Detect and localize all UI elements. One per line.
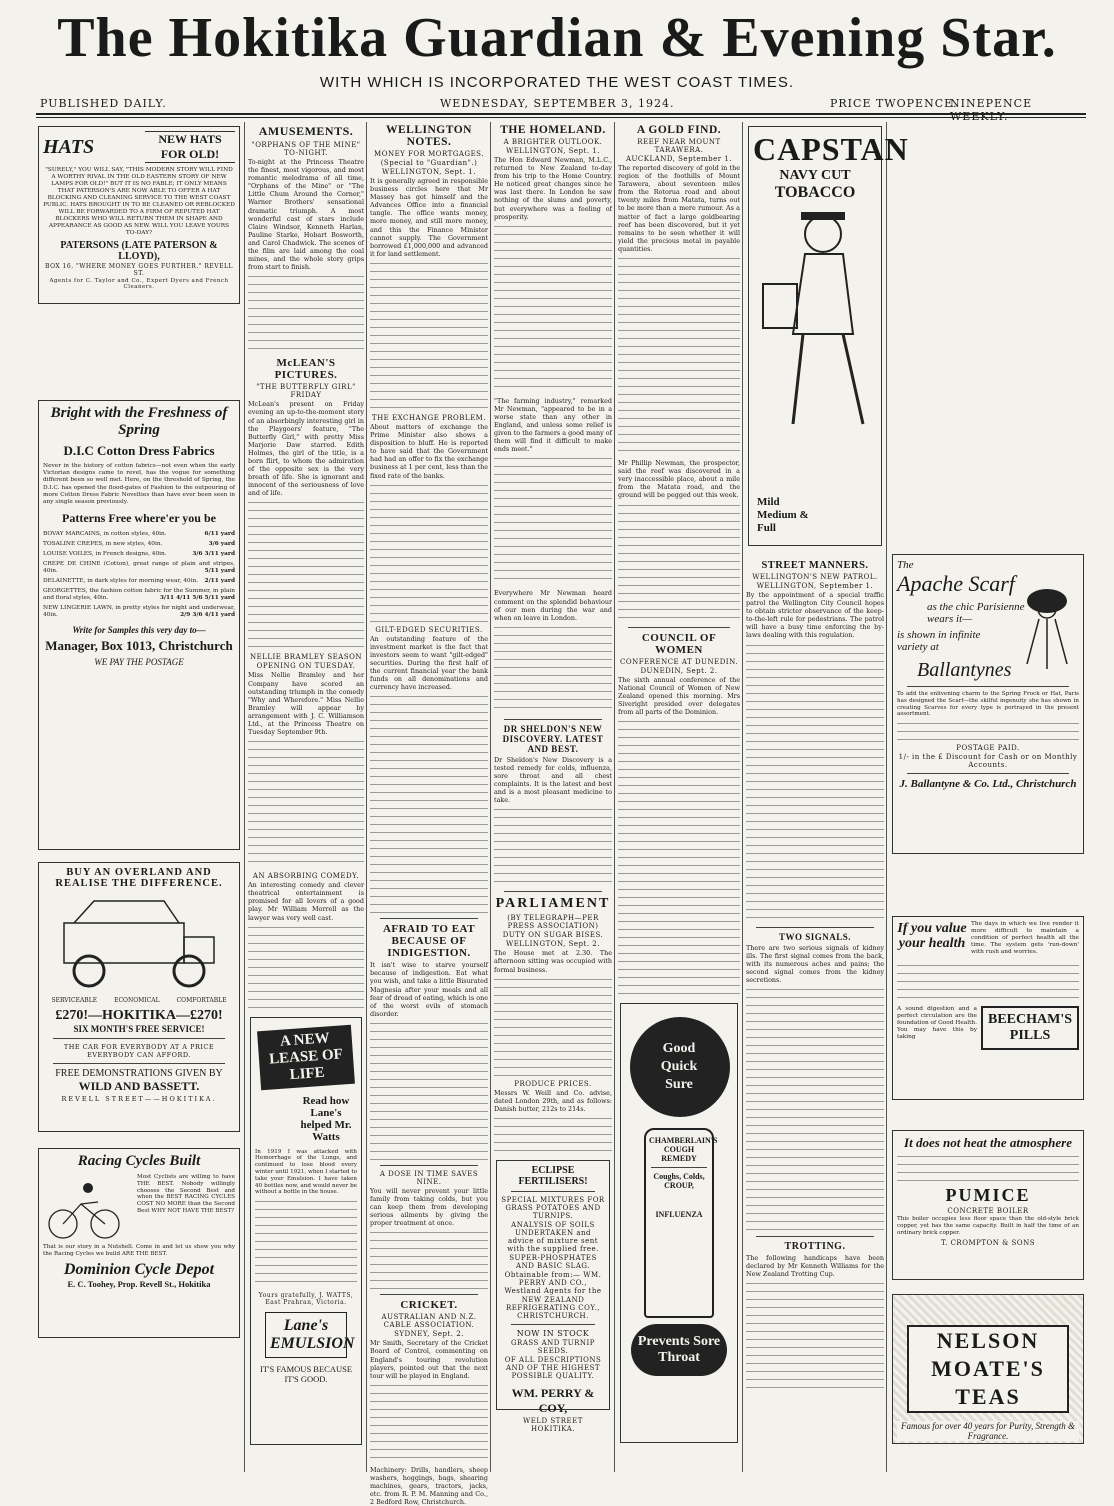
orphans-heading: "ORPHANS OF THE MINE" TO-NIGHT. [251,141,361,157]
lanes-famous: IT'S FAMOUS BECAUSE IT'S GOOD. [259,1364,353,1385]
coughs-label: Coughs, Colds, CROUP, [653,1171,705,1190]
lanes-emulsion-ad [250,1017,362,1445]
homeland-text-3: Everywhere Mr Newman heard comment on the splendid behaviour of our men during the war and when on leave in London. [494,589,612,622]
street-subheading: WELLINGTON'S NEW PATROL. [752,573,878,581]
overland-tags [43,997,235,1004]
toohey-address: E. C. Toohey, Prop. Revell St., Hokitika [67,1278,211,1289]
new-lease-heading: A NEW LEASE OF LIFE [257,1024,355,1089]
homeland-text-2: "The farming industry," remarked Mr Newman, "appeared to be in a worse state than any other in England, and unless some relief is given to the farmers a good many of them will find it difficult to make ends meet." [494,396,612,454]
fabric-item: LOUISE VOILES, in French designs, 40in. 3/6 3/11 yard [43,551,235,558]
beechams-pills: BEECHAM'S PILLS [981,1006,1079,1050]
gold-find-heading: A GOLD FIND. [636,124,722,136]
price: PRICE TWOPENCE. [830,97,958,110]
wellington-text-3: An outstanding feature of the investment market is the fact that investors seem to want "gilt-edged" securities. During the first half of the current financial year the bank funds on all denominations and currency have increased. [370,634,488,692]
patersons-agents: Agents for C. Taylor and Co., Expert Dyers and French Cleaners. [49,278,229,290]
perry-agents-text: Obtainable from:— WM. PERRY AND CO., Westland Agents for the [504,1270,602,1295]
wild-address: REVELL STREET——HOKITIKA. [61,1095,217,1103]
overland-demo: FREE DEMONSTRATIONS GIVEN BY [55,1068,223,1079]
council-place: DUNEDIN, Sept. 2. [640,666,718,675]
dominion-cycle-ad [38,1148,240,1338]
text-filler [248,925,364,1011]
apache-as: as the chic Parisienne wears it— [927,601,1025,625]
cricket-place: SYDNEY, Sept. 2. [394,1330,464,1339]
signals-text: There are two serious signals of kidney ills. The first signal comes from the back, with its numerous aches and pains; the second signal comes from the kidney secretions. [746,943,884,984]
text-filler [897,963,1079,1003]
street-manners-heading: STREET MANNERS. [761,560,869,571]
beecham-text-2: A sound digestion and a perfect circulation are the foundation of Good Health. You may have this by taking [897,1006,977,1040]
fabric-item: GEORGETTES, the fashion cotton fabric for the Summer, in plain and floral styles, 40in. 3/11 4/11 5/6 5/11 yard [43,588,235,602]
bottle-illustration [644,1128,718,1318]
trotting-heading: TROTTING. [784,1241,846,1253]
cricket-heading: CRICKET. [400,1299,458,1312]
homeland-subheading: A BRIGHTER OUTLOOK. [503,138,603,146]
text-filler [494,625,612,715]
manager-address: Manager, Box 1013, Christchurch [45,638,233,654]
butterfly-text: McLean's present on Friday evening an up-to-the-moment story of an absorbingly interesting girl in the Playgoers' feature, "The Butterfly Girl," with pretty Miss Marjorie Daw starred. Edith Holmes, the girl of the title, is a born flirt, to whom the admiration of the opposite sex is the very breath of life. She is ignorant and innocent of the seriousness of love and of life. [248,400,364,498]
text-filler [897,721,1079,741]
orphans-text: To-night at the Princess Theatre the finest, most vigorous, and most romantic melodrama of all time, "Orphans of the Mine" or "The Little Chum Around the Corner," Warner Brothers' sensational dramatic triumph. A most wonderful cast of stars include Claire Windsor, Kenneth Harlan, Pauline Starke, Hobart Bosworth, and Carol Chadwick. The scenes of the film are laid among the coal mines, and the whole story grips from start to finish. [248,158,364,272]
fabric-item: CREPE DE CHINE (Cotton), great range of plain and stripes, 40in. 5/11 yard [43,561,235,575]
text-filler [746,643,884,923]
butterfly-heading: "THE BUTTERFLY GIRL" FRIDAY [256,383,356,400]
patersons-hats-ad [38,126,240,304]
car-illustration [44,893,234,993]
analysis-text: ANALYSIS OF SOILS UNDERTAKEN and advice of mixture sent with the supplied free. [507,1220,599,1253]
dominion-depot: Dominion Cycle Depot [63,1260,215,1278]
text-filler [248,739,364,869]
column-rule [366,122,367,1472]
discount-note: 1/- in the £ Discount for Cash or on Monthly Accounts. [898,753,1078,770]
mclean-heading: McLEAN'S PICTURES. [274,357,338,382]
afraid-text: It isn't wise to starve yourself because of indigestion. Eat what you wish, and take a little Bisurated Magnesia after your meals and all fear of dread of eating, which is one of the worst evils of stomach disorder. [370,961,488,1018]
wellington-text-2: About matters of exchange the Prime Minister also shows a disposition to bluff. He is reported to have said that the Government had had an offer to fix the exchange business at 1 per cent, less than the fixed rate of the banks. [370,422,488,480]
dic-text: Never in the history of cotton fabrics—not even when the early Victorian designs came to revel, has the vogue for something different been so well met. Here, on the threshold of Spring, the D.I.C. has opened the flood-gates of Fashion to the outpouring of more Cotton Dress Fabric Novelties than have ever been seen in any single season previously. [43,463,235,506]
trotting-text: The following handicaps have been declared by Mr Kenneth Williams for the New Zealand Trotting Cup. [746,1254,884,1279]
in-stock: NOW IN STOCK [516,1328,590,1338]
street-place: WELLINGTON, September 1. [756,582,874,590]
text-filler [494,977,612,1077]
text-filler [370,1383,488,1463]
overland-price: £270!—HOKITIKA—£270! [55,1008,223,1023]
parliament-place: WELLINGTON, Sept. 2. [506,940,600,949]
exchange-heading: THE EXCHANGE PROBLEM. [371,413,487,422]
column-rule [886,122,887,1472]
weekly-price: NINEPENCE WEEKLY. [950,97,1033,123]
dose-heading: A DOSE IN TIME SAVES NINE. [379,1169,479,1186]
masthead-rule-thin [36,117,1086,118]
parliament-subheading: (BY TELEGRAPH—PER PRESS ASSOCIATION) [507,914,599,931]
column-rule [490,122,491,1472]
text-filler [494,807,612,887]
crompton-name: T. CROMPTON & SONS [940,1239,1035,1248]
beechams-ad [892,916,1084,1100]
eclipse-heading: ECLIPSE FERTILISERS! [518,1164,588,1187]
racing-call: That is our story in a Nutshell. Come in and let us show you why the Racing Cycles we build ARE THE BEST. [43,1244,235,1257]
absorbing-heading: AN ABSORBING COMEDY. [252,872,360,881]
nelson-brand: NELSON MOATE'S TEAS [907,1325,1069,1413]
wellington-notes-heading: WELLINGTON NOTES. [386,124,472,148]
council-subheading: CONFERENCE AT DUNEDIN. [620,657,738,666]
apache-shown: is shown in infinite variety at [897,629,981,653]
hats-title: HATS [43,135,95,158]
write-samples: Write for Samples this very day to— [72,625,206,636]
gilt-heading: GILT-EDGED SECURITIES. [375,625,483,634]
nelson-tagline: Famous for over 40 years for Purity, Strength & Fragrance. [897,1421,1079,1441]
pumice-text: This boiler occupies less floor space than the old-style brick copper, yet has the same capacity. Built in half the time of an ordinary brick copper. [897,1216,1079,1236]
column-rule [244,122,245,1472]
column-4 [494,122,612,1472]
gold-find-text-2: Mr Phillip Newman, the prospector, said the reef was discovered in a very inaccessible place, about a mile from the Matata road, and the ground will be pegged out this week. [618,459,740,500]
text-filler [370,1021,488,1161]
column-1 [36,122,242,1472]
text-filler [618,719,740,997]
apache-text: To add the enlivening charm to the Spring Frock or Hat, Paris has designed the Scarf—the skilful ingenuity she has shown in creating Scarves for every type is portrayed in the present assortment. [897,691,1079,718]
beecham-title: If you value your health [897,921,967,951]
homeland-heading: THE HOMELAND. [500,124,606,136]
new-hats-heading: NEW HATS FOR OLD! [145,131,235,163]
pumice-heading: It does not heat the atmosphere [904,1135,1072,1150]
special-note: (Special to "Guardian".) [380,159,478,167]
machinery-text: Machinery: Drills, handlers, sheep washers, hoggings, bags, shearing machines, gears, tractors, jacks, etc. from R. P. M. Manning and Co., 2 Bedford Row, Christchurch. [370,1465,488,1506]
nellie-text: Miss Nellie Bramley and her Company have scored an outstanding triumph in the comedy "Why and Wherefore." Miss Nellie Bramley will appear by arrangement with J. C. Williamson Ltd., at the Princess Theatre on Tuesday September 9th. [248,671,364,737]
text-filler [746,987,884,1232]
masthead [0,0,1114,123]
gold-find-text-1: The reported discovery of gold in the region of the foothills of Mount Tarawera, about seventeen miles from the Rotorua road and about twenty miles from Matata, turns out to be more than a mere rumour. As a matter of fact a large goldbearing reef has been discovered, but it yet remains to be seen whether it will yield the precious metal in payable quantities. [618,164,740,253]
nellie-heading: NELLIE BRAMLEY SEASON [250,653,362,662]
text-filler [494,1116,612,1156]
produce-heading: PRODUCE PRICES. [514,1079,592,1088]
apache-heading: Apache Scarf [897,571,1015,596]
beecham-text: The days in which we live render it more difficult to maintain a condition of perfect health all the time. The system gets 'run-down' with rush and worries. [971,921,1079,955]
council-heading: COUNCIL OF WOMEN [641,631,717,656]
prevents-sore-throat: Prevents Sore Throat [631,1324,727,1376]
fabric-item: TOSALINE CREPES, in new styles, 40in. 3/6 yard [43,541,235,548]
eclipse-text: SPECIAL MIXTURES FOR GRASS POTATOES AND TURNIPS. [501,1195,605,1220]
capstan-ad [748,126,909,546]
pumice-subheading: CONCRETE BOILER [947,1207,1029,1215]
dic-subheading: D.I.C Cotton Dress Fabrics [63,443,215,458]
amusements-heading: AMUSEMENTS. [258,124,354,138]
text-filler [370,483,488,623]
tag-comfortable: COMFORTABLE [176,997,227,1004]
lane-heading: Read how Lane's helped Mr. Watts [300,1094,352,1143]
cricket-subheading: AUSTRALIAN AND N.Z. CABLE ASSOCIATION. [381,1313,477,1330]
ballantynes-name: Ballantynes [917,659,1012,681]
postage-paid: POSTAGE PAID. [956,744,1020,753]
homeland-place: WELLINGTON, Sept. 1. [506,147,600,155]
lanes-brand: Lane's EMULSION [265,1312,347,1358]
chamberlain-label: CHAMBERLAIN'S COUGH REMEDY [649,1135,718,1163]
perry-address: WELD STREET HOKITIKA. [523,1416,583,1433]
gold-find-subheading: REEF NEAR MOUNT TARAWERA. [637,138,721,154]
nelson-moates-ad [892,1294,1084,1444]
overland-service: SIX MONTH'S FREE SERVICE! [73,1024,205,1034]
absorbing-text: An interesting comedy and clever theatrical entertainment is promised for all lovers of a good play. Mr William Morrell as the lawyer was very well cast. [248,881,364,922]
patterns-free: Patterns Free where'er you be [62,511,216,526]
grass-seeds: GRASS AND TURNIP SEEDS. [510,1338,596,1355]
dic-fabrics-ad [38,400,240,850]
text-filler [746,1281,884,1391]
sheldon-text: Dr Sheldon's New Discovery is a tested remedy for colds, influenza, sore throat and all chest complaints. It is the latest and best and is a most pleasant medicine to take. [494,755,612,805]
racing-heading: Racing Cycles Built [77,1153,201,1169]
lane-signature: Yours gratefully, J. WATTS, East Prahran, Victoria. [258,1292,354,1307]
apache-scarf-ad [892,554,1084,854]
postage-note: WE PAY THE POSTAGE [94,657,184,668]
column-2 [248,122,364,1472]
super-text: SUPER-PHOSPHATES AND BASIC SLAG. [509,1253,597,1270]
gold-find-place: AUCKLAND, September 1. [625,155,733,163]
text-filler [370,1230,488,1290]
pumice-boiler-ad [892,1130,1084,1280]
overland-heading: BUY AN OVERLAND AND REALISE THE DIFFERENCE. [55,867,223,889]
good-quick-sure: Good Quick Sure [660,1040,698,1092]
wellington-place: WELLINGTON, Sept. 1. [382,168,476,176]
tag-economical: ECONOMICAL [114,997,160,1004]
text-filler [370,261,488,411]
navy-cut: NAVY CUT [779,168,851,183]
fabric-item: NEW LINGERIE LAWN, in pretty styles for night and underwear, 40in. 2/9 3/6 4/11 yard [43,605,235,619]
produce-text: Messrs W. Weill and Co. advise, dated London 29th, and as follows: Danish butter, 212s to 214s. [494,1088,612,1113]
wild-bassett: WILD AND BASSETT. [78,1079,200,1093]
apache-the: The [897,559,914,571]
parliament-heading: PARLIAMENT [495,896,611,912]
wellington-subheading: MONEY FOR MORTGAGES. [374,150,484,158]
text-filler [248,274,364,354]
column-5 [618,122,740,1472]
afraid-heading: AFRAID TO EAT BECAUSE OF INDIGESTION. [382,923,476,960]
text-filler [618,503,740,623]
racing-text: Most Cyclists are willing to have THE BEST. Nobody willingly chooses the Second Best and when the BEST RACING CYCLES COST NO MORE than the Second Best WHY NOT HAVE THE BEST? [137,1174,235,1214]
wellington-text-1: It is generally agreed in responsible business circles here that Mr Massey has got himself and the Advances Office into a financial tangle. The office wants money, more money, and still more money, and this the Finance Minister cannot supply. The Government borrowed £1,000,000 and advanced it for land settlement. [370,177,488,258]
overland-ad [38,862,240,1132]
fabric-list [43,531,235,619]
issue-date: WEDNESDAY, SEPTEMBER 3, 1924. [440,97,675,110]
cyclists-illustration [43,1174,133,1244]
text-filler [494,456,612,586]
ballantyne-firm: J. Ballantyne & Co. Ltd., Christchurch [899,778,1077,791]
chamberlains-ad [620,1003,738,1443]
perry-name: WM. PERRY & COY, [511,1385,595,1415]
masthead-rule [36,113,1086,115]
column-6 [746,122,909,1472]
newspaper-title: The Hokitika Guardian & Evening Star. [57,7,1057,69]
eclipse-fertilisers-ad [496,1160,610,1433]
text-filler [370,694,488,914]
parliament-text: The House met at 2.30. The afternoon sitting was occupied with formal business. [494,949,612,974]
pumice-brand: PUMICE [945,1185,1031,1205]
lady-illustration [1017,579,1077,669]
text-filler [255,1199,357,1289]
council-text: The sixth annual conference of the National Council of Women of New Zealand opened this morning. Mrs Siveright presided over delegates from all parts of the Dominion. [618,675,740,716]
cricket-text: Mr Smith, Secretary of the Cricket Board of Control, commenting on England's touring revolution players, pointed out that the next tour will be played in England. [370,1339,488,1380]
influenza-label: INFLUENZA [655,1209,703,1219]
dic-heading: Bright with the Freshness of Spring [50,405,228,438]
published-daily: PUBLISHED DAILY. [40,97,167,110]
nz-refrig-text: NEW ZEALAND REFRIGERATING COY., CHRISTCHURCH. [505,1295,601,1320]
patersons-box: BOX 16. "WHERE MONEY GOES FURTHER." REVELL ST. [45,263,233,277]
text-filler [494,224,612,394]
column-rule [614,122,615,1472]
patersons-name: PATERSONS (LATE PATERSON & LLOYD), [60,240,218,262]
incorporated-line: WITH WHICH IS INCORPORATED THE WEST COAST TIMES. [319,74,795,91]
text-filler [897,1154,1079,1182]
dose-text: You will never prevent your little family from taking colds, but you can keep them from developing serious ailments by giving the proper treatment at once. [370,1186,488,1228]
hats-text: "SURELY," YOU WILL SAY, "THIS MODERN STORY WILL FIND A WORTHY RIVAL IN THE OLD EASTERN STORY OF NEW LAMPS FOR OLD!" BUT IT IS NO FABLE; IT ONLY MEANS THAT PATERSON'S ARE NOW ABLE TO OFFER A HAT BLOCKING AND CLEANING SERVICE TO THE WEST COAST PUBLIC. HATS BROUGHT IN TO BE CLEANED OR REBLOCKED WILL BE FORWARDED TO A FIRM OF REPUTED HAT BLOCKERS WHO WILL RETURN THEM IN SHAPE AND APPEARANCE AS GOOD AS NEW. WILL YOU LEAVE YOURS TO-DAY? [43,167,235,236]
homeland-text-1: The Hon Edward Newman, M.L.C., returned to New Zealand to-day from his trip to the Home Country. He noticed great changes since he was last there. In London he saw nothing of the slums and poverty, but everywhere was a feeling of prosperity. [494,156,612,221]
fabric-item: BOVAY MARCAINS, in cotton styles, 40in. 6/11 yard [43,531,235,538]
sailor-illustration [753,204,879,454]
overland-car: THE CAR FOR EVERYBODY AT A PRICE EVERYBODY CAN AFFORD. [63,1043,215,1059]
text-filler [248,500,364,650]
two-signals-heading: TWO SIGNALS. [778,931,852,942]
lane-testimonial: In 1919 I was attacked with Hemorrhage of the Lungs, and continued to lose blood every winter until 1921, when I started to take your Emulsion. I have taken 40 bottles now, and would never be without a bottle in the house. [255,1148,357,1196]
column-3 [370,122,488,1506]
column-rule [742,122,743,1472]
parliament-sugar: DUTY ON SUGAR BISES. [502,931,604,940]
fabric-item: DELAINETTE, in dark styles for morning wear, 40in. 2/11 yard [43,578,235,585]
column-7 [890,122,1086,1472]
tag-serviceable: SERVICEABLE [51,997,98,1004]
nellie-subheading: OPENING ON TUESDAY. [256,662,356,671]
sheldon-heading: DR SHELDON'S NEW DISCOVERY. LATEST AND BEST. [502,723,604,754]
mild-medium-full: Mild Medium & Full [757,496,809,534]
all-descriptions: OF ALL DESCRIPTIONS AND OF THE HIGHEST POSSIBLE QUALITY. [504,1355,602,1380]
street-text: By the appointment of a special traffic patrol the Wellington City Council hopes to obtain stricter observance of the keep-to-the-left rule for pedestrians. The patrol will have a busy time enforcing the by-laws dealing with this regulation. [746,591,884,640]
text-filler [618,256,740,456]
capstan-brand: CAPSTAN [753,131,909,167]
tobacco: TOBACCO [774,184,856,201]
